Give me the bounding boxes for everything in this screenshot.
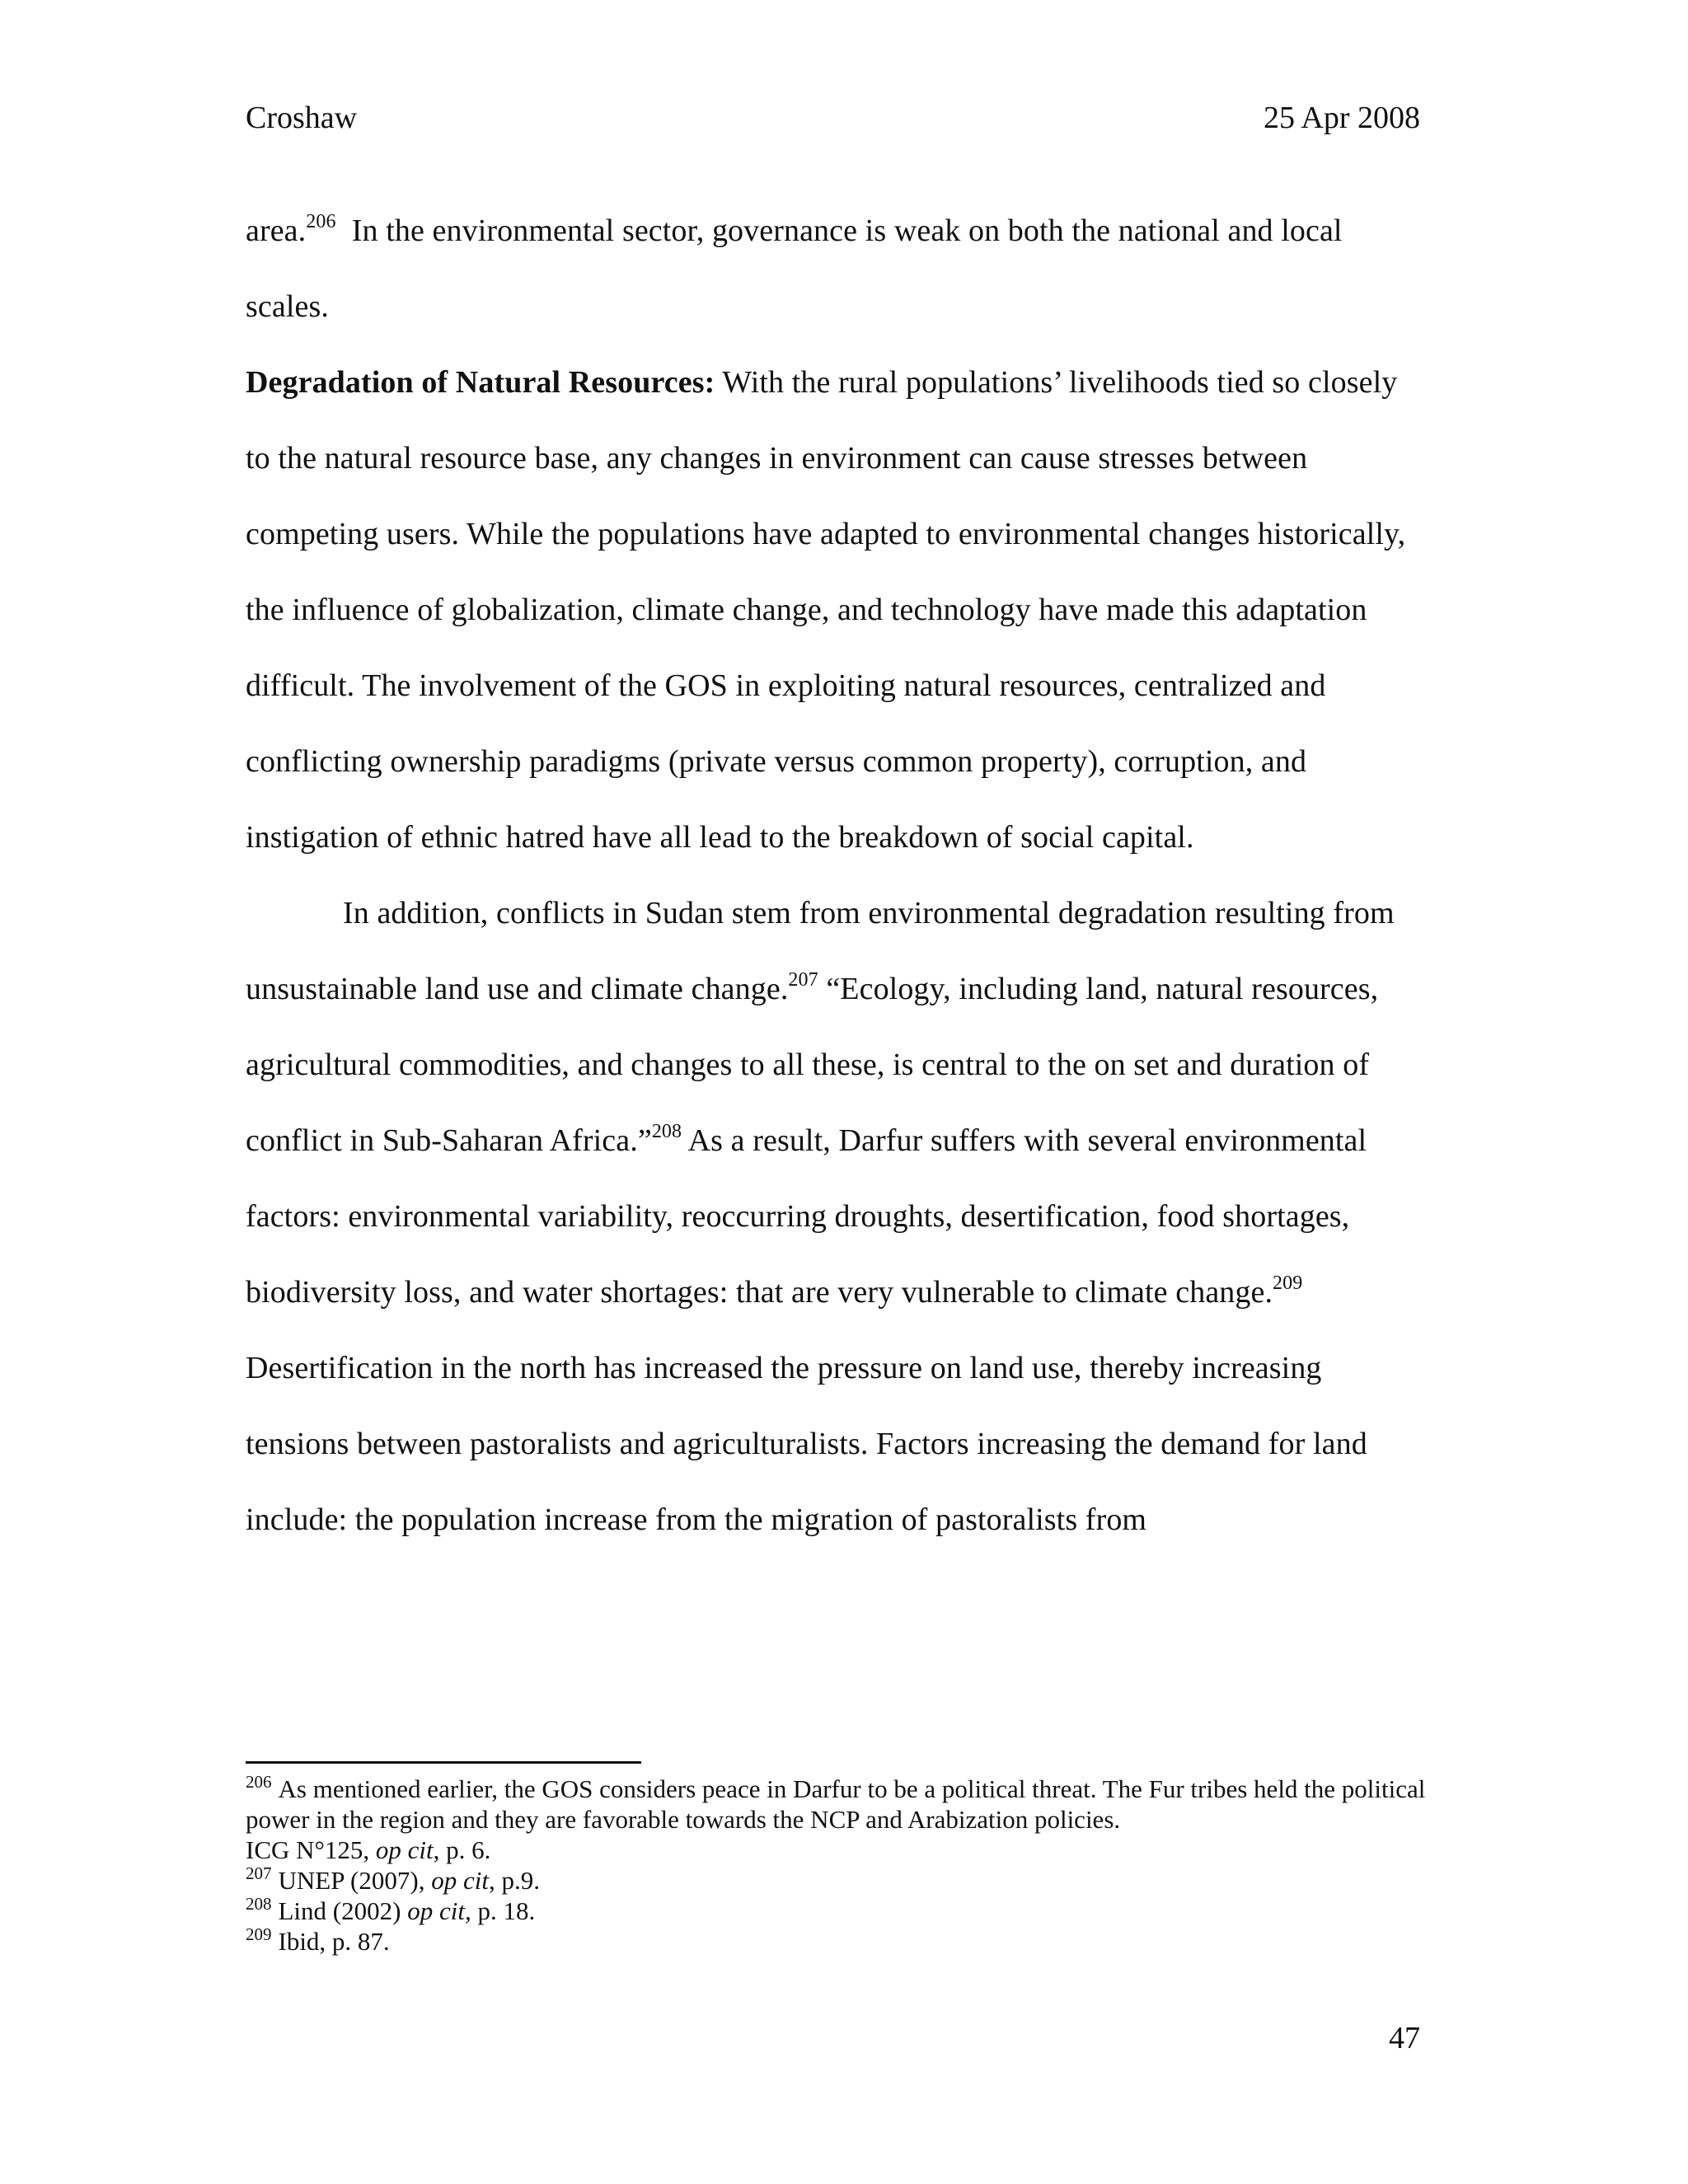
paragraph-1 xyxy=(246,193,1424,344)
body-text xyxy=(246,193,1424,1558)
paragraph-2-text: With the rural populations’ livelihoods tied so closely to the natural resource base, any changes in environment can cause stresses between competing users. While the populations have adapted to environmental changes historically, the influence of globalization, climate change, and technology have made this adaptation difficult. The involvement of the GOS in exploiting natural resources, centralized and conflicting ownership paradigms (private versus common property), corruption, and instigation of ethnic hatred have all lead to the breakdown of social capital. xyxy=(246,365,1406,855)
footnote-italic: op cit, xyxy=(407,1896,471,1925)
paragraph-1-text-a: area. xyxy=(246,213,307,248)
footnotes xyxy=(246,1774,1432,1957)
footnote-ref-209[interactable]: 209 xyxy=(1273,1272,1303,1294)
footnote-206-source xyxy=(246,1835,1432,1865)
footnote-number: 207 xyxy=(246,1863,272,1883)
footnote-text: As mentioned earlier, the GOS considers peace in Darfur to be a political threat. The Fur tribes held the political power in the region and they are favorable towards the NCP and Arabization policies. xyxy=(246,1774,1426,1834)
footnote-206 xyxy=(246,1774,1432,1835)
footnote-ref-206[interactable]: 206 xyxy=(306,211,336,232)
paragraph-2 xyxy=(246,344,1424,875)
paragraph-3-text-d: Desertification in the north has increased the pressure on land use, thereby increasing tensions between pastoralists and agriculturalists. Factors increasing the demand for land include: the population increase from the migration of pastoralists from xyxy=(246,1351,1367,1537)
paragraph-3-text-a: In addition, conflicts in Sudan stem from environmental degradation resulting from unsustainable land use and climate change. xyxy=(246,896,1395,1006)
footnote-208 xyxy=(246,1896,1432,1926)
paragraph-1-text-b: In the environmental sector, governance is weak on both the national and local scales. xyxy=(246,213,1351,324)
footnote-text: ICG N°125, xyxy=(246,1835,376,1864)
footnote-text: Lind (2002) xyxy=(278,1896,408,1925)
footnote-number: 209 xyxy=(246,1924,272,1944)
footnote-number: 206 xyxy=(246,1772,272,1792)
footnote-number: 208 xyxy=(246,1894,272,1914)
footnote-text: , p.9. xyxy=(488,1866,540,1895)
footnote-207 xyxy=(246,1865,1432,1896)
footnote-ref-207[interactable]: 207 xyxy=(788,969,818,991)
page-number: 47 xyxy=(1389,2021,1420,2055)
running-header-author: Croshaw xyxy=(246,101,358,135)
footnote-separator xyxy=(246,1761,641,1764)
footnote-209 xyxy=(246,1926,1432,1957)
footnote-text: UNEP (2007), xyxy=(278,1866,432,1895)
footnote-italic: op cit xyxy=(375,1835,434,1864)
footnote-text: Ibid, p. 87. xyxy=(278,1927,390,1956)
footnote-text: , p. 6. xyxy=(433,1835,491,1864)
paragraph-3-text-b: “Ecology, including land, natural resources, agricultural commodities, and changes to all these, is central to the on set and duration of conflict in Sub-Saharan Africa.” xyxy=(246,972,1379,1158)
footnote-ref-208[interactable]: 208 xyxy=(651,1121,682,1142)
section-heading: Degradation of Natural Resources: xyxy=(246,365,715,400)
paragraph-3 xyxy=(246,875,1424,1558)
running-header-date: 25 Apr 2008 xyxy=(1264,101,1420,135)
footnote-italic: op cit xyxy=(431,1866,489,1895)
paragraph-3-text-c: As a result, Darfur suffers with several environmental factors: environmental variability, reoccurring droughts, desertification, food shortages, biodiversity loss, and water shortages: that are very vulnerable to climate change. xyxy=(246,1123,1367,1310)
footnote-text: p. 18. xyxy=(471,1896,536,1925)
